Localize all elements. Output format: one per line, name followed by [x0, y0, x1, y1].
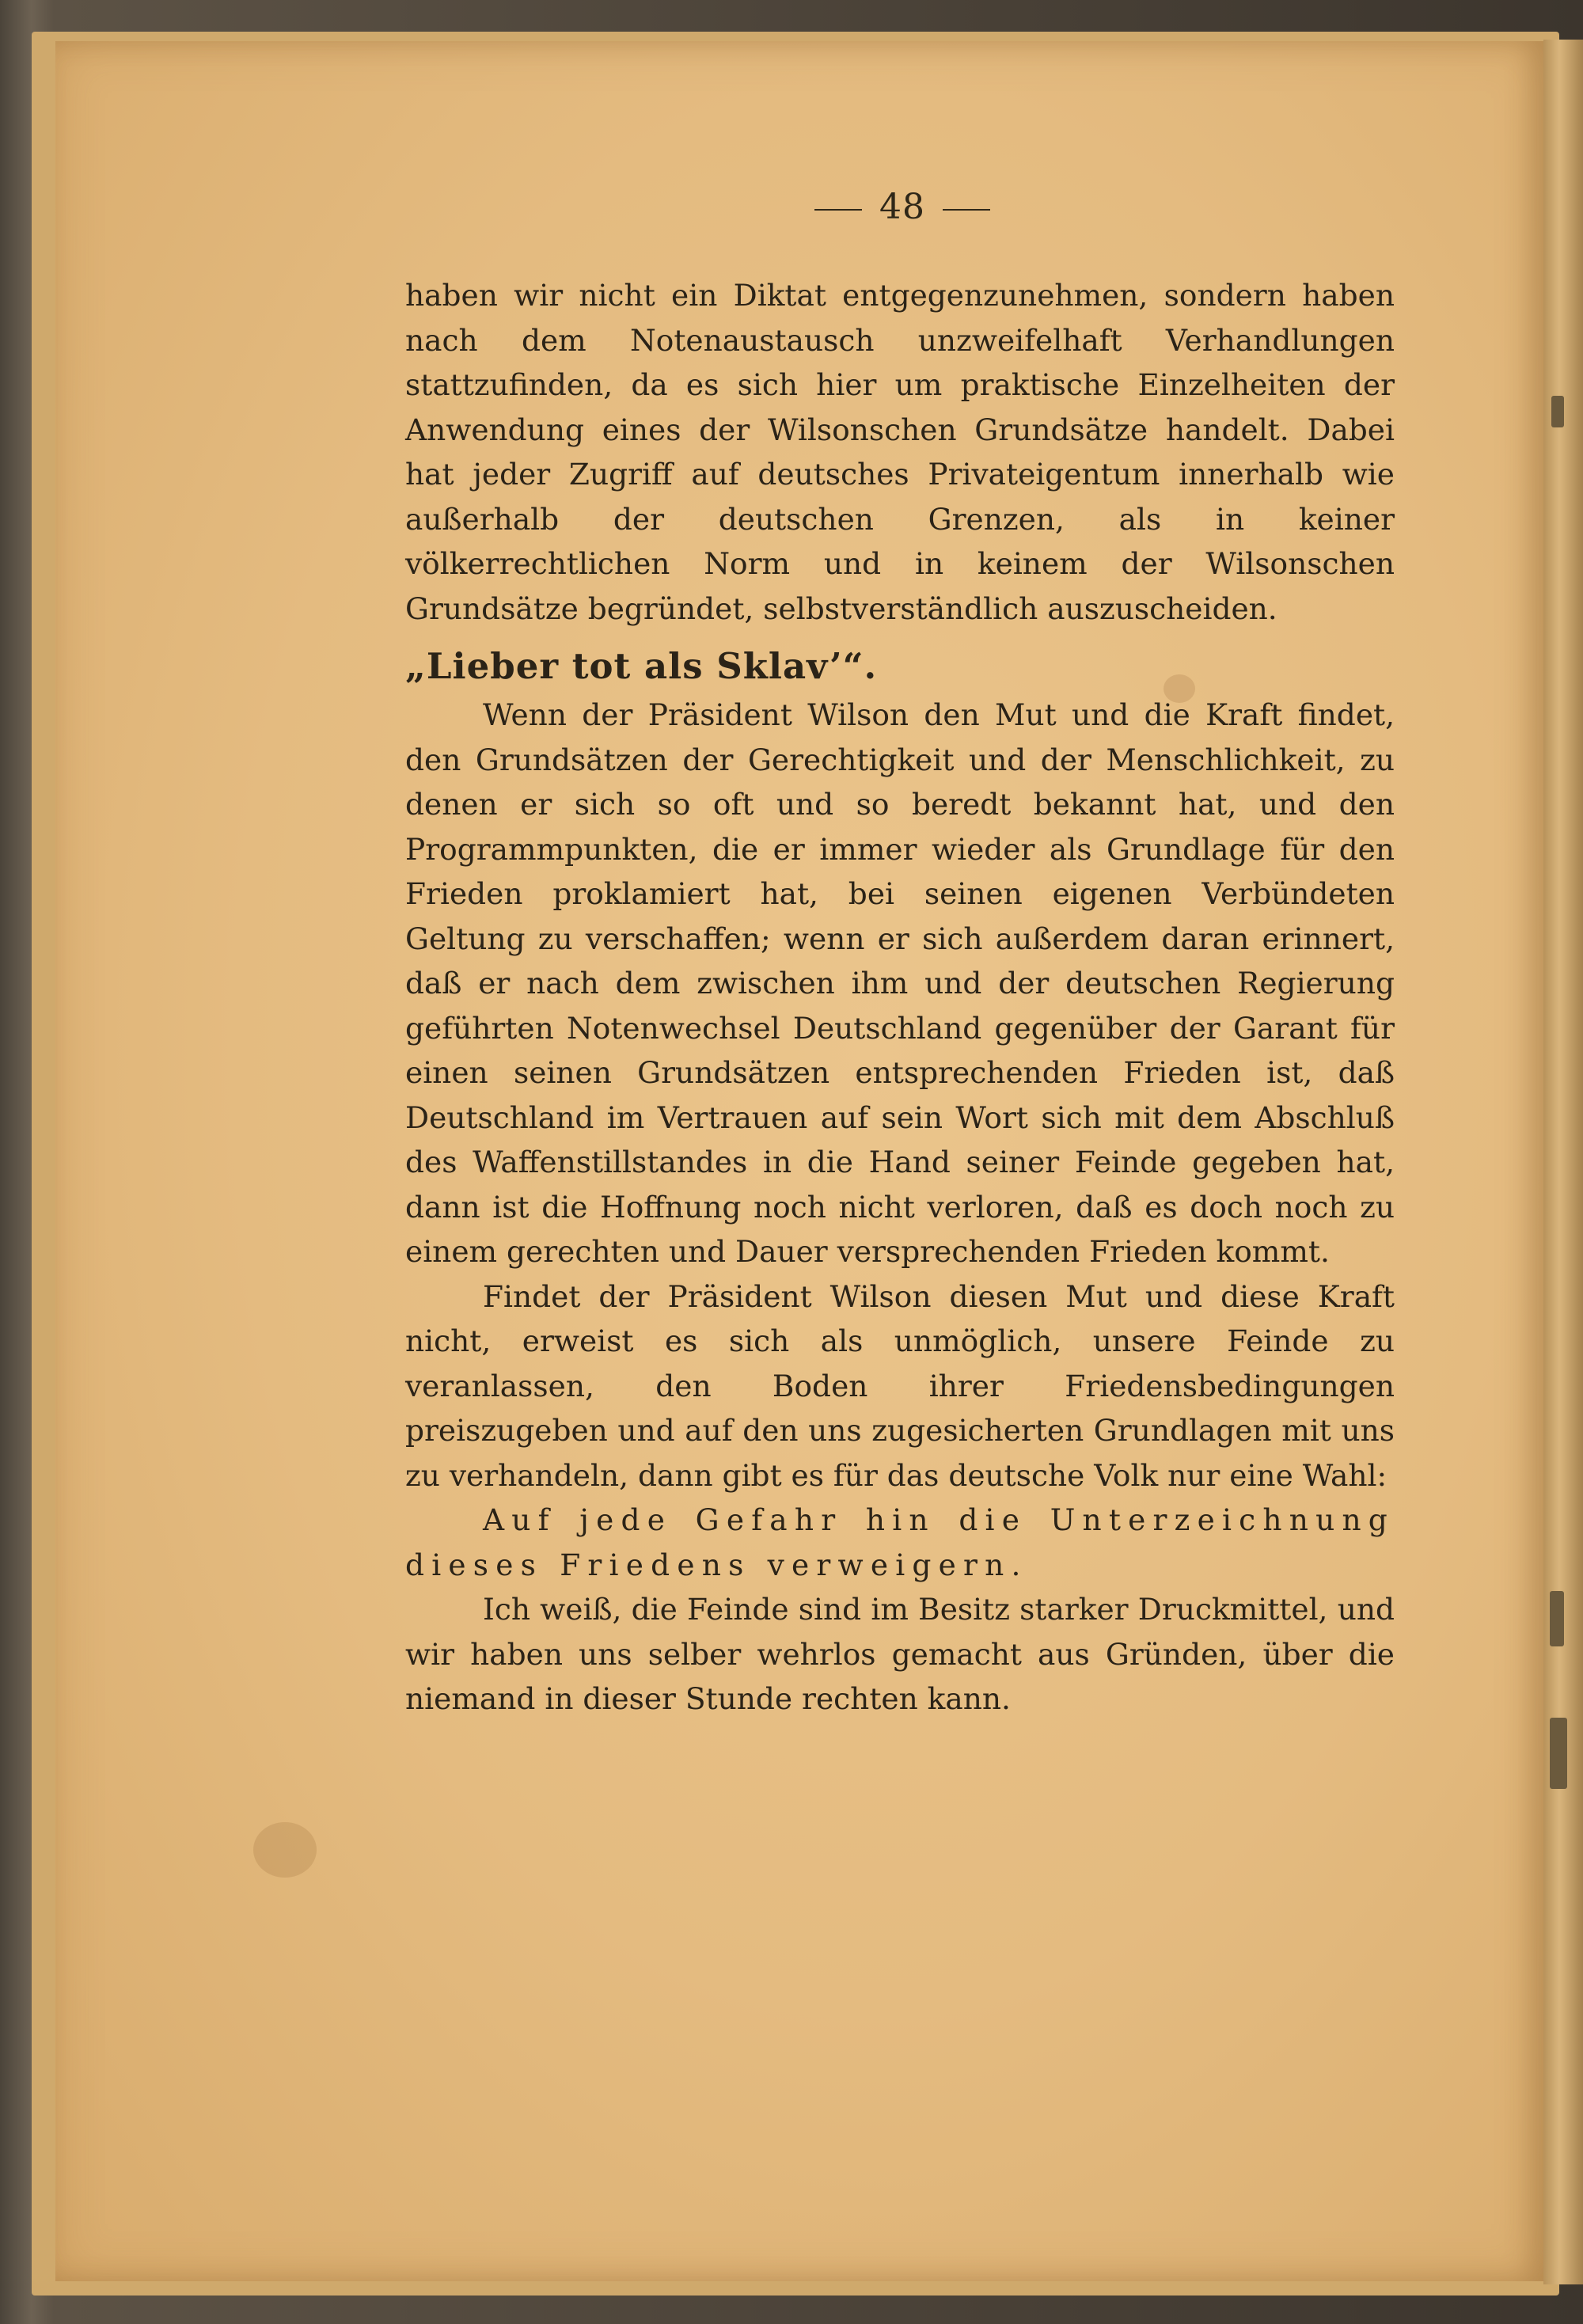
binding-clip [1550, 1591, 1564, 1646]
body-text [405, 273, 1395, 1722]
paragraph-continuation: haben wir nicht ein Diktat entgegenzunehmen, sondern haben nach dem Notenaustausch unzweifelhaft Verhandlungen stattzufinden, da es sich hier um praktische Einzelheiten der Anwendung eines der Wilsonschen Grundsätze handelt. Dabei hat jeder Zugriff auf deutsches Privateigentum innerhalb wie außerhalb der deutschen Grenzen, als in keiner völkerrechtlichen Norm und in keinem der Wilsonschen Grundsätze begründet, selbstverständlich auszuscheiden. [405, 278, 1395, 626]
paper-stain [253, 1822, 317, 1878]
paragraph-emphasis-refusal: Auf jede Gefahr hin die Unterzeichnung dieses Friedens verweigern. [405, 1502, 1395, 1582]
paragraph-pressure-means: Ich weiß, die Feinde sind im Besitz starker Druckmittel, und wir haben uns selber wehrlos gemacht aus Gründen, über die niemand in dieser Stunde rechten kann. [405, 1592, 1395, 1716]
paragraph-wilson-courage: Wenn der Präsident Wilson den Mut und die Kraft findet, den Grundsätzen der Gerechtigkeit und der Menschlichkeit, zu denen er sich so oft und so beredt bekannt hat, und den Programmpunkten, die er immer wieder als Grundlage für den Frieden proklamiert hat, bei seinen eigenen Verbündeten Geltung zu verschaffen; wenn er sich außerdem daran erinnert, daß er nach dem zwischen ihm und der deutschen Regierung geführten Notenwechsel Deutschland gegenüber der Garant für einen seinen Grundsätzen entsprechenden Frieden ist, daß Deutschland im Vertrauen auf sein Wort sich mit dem Abschluß des Waffenstillstandes in die Hand seiner Feinde gegeben hat, dann ist die Hoffnung noch nicht verloren, daß es doch noch zu einem gerechten und Dauer versprechenden Frieden kommt. [405, 697, 1395, 1269]
page-number [776, 187, 1029, 227]
page-number-dash-right [943, 209, 990, 211]
page-number-dash-left [814, 209, 862, 211]
book-spine [1543, 40, 1583, 2284]
paragraph-wilson-failure: Findet der Präsident Wilson diesen Mut und diese Kraft nicht, erweist es sich als unmöglich, unsere Feinde zu veranlassen, den Boden ihrer Friedensbedingungen preiszugeben und auf den uns zugesicherten Grundlagen mit uns zu verhandeln, dann gibt es für das deutsche Volk nur eine Wahl: [405, 1278, 1395, 1493]
binding-clip [1550, 1718, 1567, 1789]
page-number-value: 48 [879, 187, 925, 227]
binding-clip [1551, 396, 1564, 427]
section-heading: „Lieber tot als Sklav’“. [405, 645, 878, 687]
